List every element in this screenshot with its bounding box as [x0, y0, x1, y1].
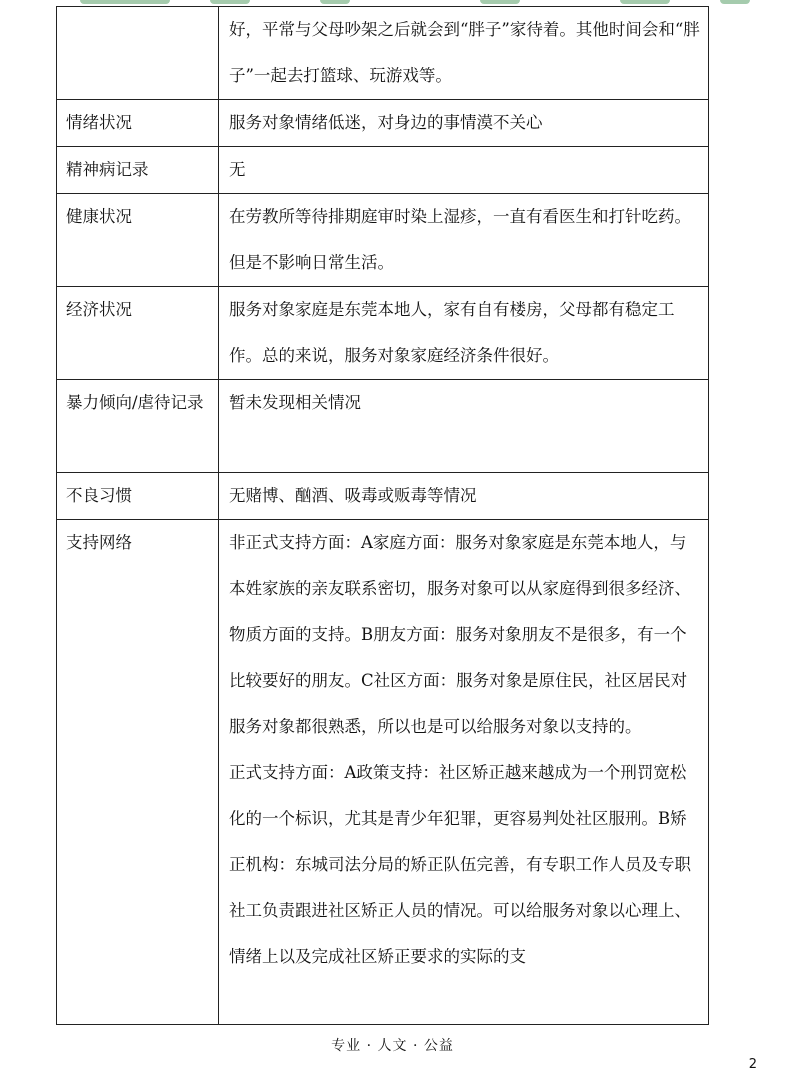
table-row [57, 100, 709, 147]
row-label: 不良习惯 [57, 473, 219, 520]
row-label: 情绪状况 [57, 100, 219, 147]
row-label: 暴力倾向/虐待记录 [57, 380, 219, 473]
row-content: 服务对象家庭是东莞本地人，家有自有楼房，父母都有稳定工作。总的来说，服务对象家庭经济条件很好。 [219, 287, 709, 380]
informal-support-paragraph: 非正式支持方面：A家庭方面：服务对象家庭是东莞本地人，与本姓家族的亲友联系密切，服务对象可以从家庭得到很多经济、物质方面的支持。B朋友方面：服务对象朋友不是很多，有一个比较要好的朋友。C社区方面：服务对象是原住民，社区居民对服务对象都很熟悉，所以也是可以给服务对象以支持的。 [229, 533, 691, 736]
table-row [57, 473, 709, 520]
row-label: 健康状况 [57, 194, 219, 287]
page-number: 2 [748, 1057, 757, 1072]
table-row [57, 380, 709, 473]
row-label [57, 7, 219, 100]
formal-support-paragraph: 正式支持方面：A政策支持：社区矫正越来越成为一个刑罚宽松化的一个标识，尤其是青少年犯罪，更容易判处社区服刑。B矫正机构：东城司法分局的矫正队伍完善，有专职工作人员及专职社工负责跟进社区矫正人员的情况。可以给服务对象以心理上、情绪上以及完成社区矫正要求的实际的支 [229, 763, 691, 966]
table-row [57, 520, 709, 1025]
row-content: 无 [219, 147, 709, 194]
row-label: 经济状况 [57, 287, 219, 380]
row-content: 服务对象情绪低迷，对身边的事情漠不关心 [219, 100, 709, 147]
table-row [57, 194, 709, 287]
case-record-table [56, 6, 709, 1025]
row-content: 无赌博、酗酒、吸毒或贩毒等情况 [219, 473, 709, 520]
table-row [57, 287, 709, 380]
row-content: 好，平常与父母吵架之后就会到“胖子”家待着。其他时间会和“胖子”一起去打篮球、玩游戏等。 [219, 7, 709, 100]
table-row [57, 7, 709, 100]
row-content: 暂未发现相关情况 [219, 380, 709, 473]
row-label: 精神病记录 [57, 147, 219, 194]
footer-slogan: 专业 · 人文 · 公益 [331, 1038, 454, 1054]
table-row [57, 147, 709, 194]
row-label: 支持网络 [57, 520, 219, 1025]
row-content: 在劳教所等待排期庭审时染上湿疹，一直有看医生和打针吃药。但是不影响日常生活。 [219, 194, 709, 287]
row-content [219, 520, 709, 1025]
